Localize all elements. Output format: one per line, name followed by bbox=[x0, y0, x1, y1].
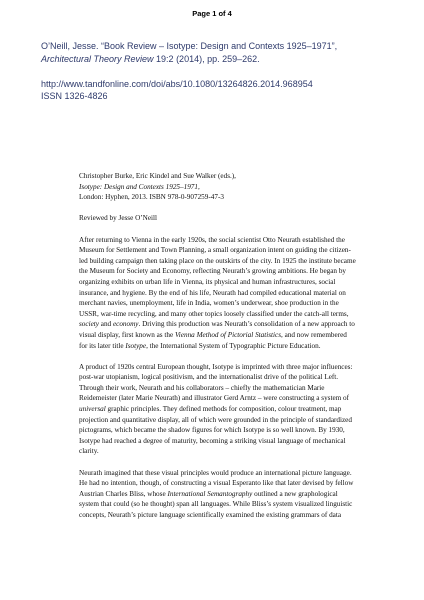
text-line: Reidemeister (later Marie Neurath) and illustrator Gerd Arntz – were constructing a system of bbox=[79, 394, 350, 403]
text-line bbox=[79, 319, 397, 330]
text-line: pictograms, which became the shadow figures for which Isotype is so well known. By 1930, bbox=[79, 426, 345, 435]
text-line: concepts, Neurath’s picture language scientifically examined the existing grammars of data bbox=[79, 511, 342, 519]
text-run: visual display, first known as the bbox=[79, 330, 175, 339]
emphasis: Isotype bbox=[125, 341, 147, 350]
text-line: A product of 1920s central European thought, Isotype is imprinted with three major influences: bbox=[79, 362, 353, 371]
text-line bbox=[79, 330, 397, 341]
text-run: , the International System of Typographic Picture Education. bbox=[146, 341, 321, 350]
reviewer-line bbox=[79, 213, 397, 224]
text-line: Isotype had reached a degree of maturity, becoming a striking visual language of mechanical bbox=[79, 436, 346, 445]
citation-issue: 19:2 (2014), pp. 259–262. bbox=[153, 53, 260, 64]
text-line: After returning to Vienna in the early 1920s, the social scientist Otto Neurath established the bbox=[79, 235, 345, 244]
citation-title-line: O’Neill, Jesse. “Book Review – Isotype: Design and Contexts 1925–1971”, bbox=[41, 41, 338, 51]
review-body bbox=[79, 171, 397, 531]
text-run: and bbox=[98, 320, 113, 329]
book-publisher: London: Hyphen, 2013. ISBN 978-0-907259-47-3 bbox=[79, 193, 224, 202]
citation-journal: Architectural Theory Review bbox=[41, 53, 154, 64]
citation-url[interactable]: http://www.tandfonline.com/doi/abs/10.1080/13264826.2014.968954 bbox=[41, 78, 313, 89]
text-line bbox=[79, 341, 397, 352]
text-run: for its later title bbox=[79, 341, 126, 350]
text-line: post-war utopianism, logical positivism, and the internationalist drive of the political Left. bbox=[79, 373, 339, 382]
text-run: outlined a new graphological bbox=[252, 489, 338, 498]
text-line: led building campaign then taking place on the outskirts of the city. In 1925 the institute became bbox=[79, 256, 356, 265]
emphasis: universal bbox=[79, 405, 106, 414]
paragraph-2 bbox=[79, 362, 397, 457]
book-title: Isotype: Design and Contexts 1925–1971, bbox=[79, 182, 200, 191]
text-run: graphic principles. They defined methods for composition, colour treatment, map bbox=[105, 405, 342, 414]
citation-journal-line bbox=[41, 53, 391, 66]
text-line: the Museum for Society and Economy, reflecting Neurath’s growing ambitions. He began by bbox=[79, 267, 347, 276]
paragraph-3 bbox=[79, 468, 397, 521]
text-line: Through their work, Neurath and his collaborators – chiefly the mathematician Marie bbox=[79, 383, 325, 392]
text-line: system that could (so he thought) span all languages. While Bliss’s system visualized linguistic bbox=[79, 500, 353, 509]
book-details bbox=[79, 171, 397, 203]
text-line: clarity. bbox=[79, 447, 99, 456]
emphasis: economy bbox=[112, 320, 139, 329]
text-run: , and now remembered bbox=[281, 330, 347, 339]
text-line: organizing exhibits on urban life in Vienna, its physical and human infrastructures, social bbox=[79, 277, 336, 286]
citation-block bbox=[41, 40, 391, 103]
text-run: . Driving this production was Neurath’s consolidation of a new approach to bbox=[138, 320, 355, 329]
emphasis: society bbox=[79, 320, 99, 329]
emphasis: Vienna Method of Pictorial Statistics bbox=[174, 330, 282, 339]
text-line: Neurath imagined that these visual principles would produce an international picture language. bbox=[79, 468, 352, 477]
text-line: Museum for Settlement and Town Planning, a small organization intent on guiding the citizen- bbox=[79, 246, 351, 255]
text-line: projection and quantitative display, all of which were grounded in the principle of standardized bbox=[79, 415, 352, 424]
page-number: Page 1 of 4 bbox=[192, 9, 232, 18]
text-run: Austrian Charles Bliss, whose bbox=[79, 489, 168, 498]
text-line: USSR, war-time recycling, and many other topics loosely classified under the catch-all terms, bbox=[79, 309, 349, 318]
text-line: He had no intention, though, of constructing a visual Esperanto like that later devised by fellow bbox=[79, 479, 354, 488]
text-line bbox=[79, 489, 397, 500]
book-authors: Christopher Burke, Eric Kindel and Sue Walker (eds.), bbox=[79, 172, 236, 180]
text-line: insurance, and hygiene. By the end of his life, Neurath had compiled educational material on bbox=[79, 288, 346, 297]
emphasis: International Semantography bbox=[167, 489, 253, 498]
text-line bbox=[79, 404, 397, 415]
paragraph-1 bbox=[79, 235, 397, 352]
text-line: merchant navies, unemployment, life in India, women’s underwear, shoe production in the bbox=[79, 299, 339, 308]
citation-issn: ISSN 1326-4826 bbox=[41, 91, 108, 101]
reviewer-name: Reviewed by Jesse O’Neill bbox=[79, 214, 158, 223]
